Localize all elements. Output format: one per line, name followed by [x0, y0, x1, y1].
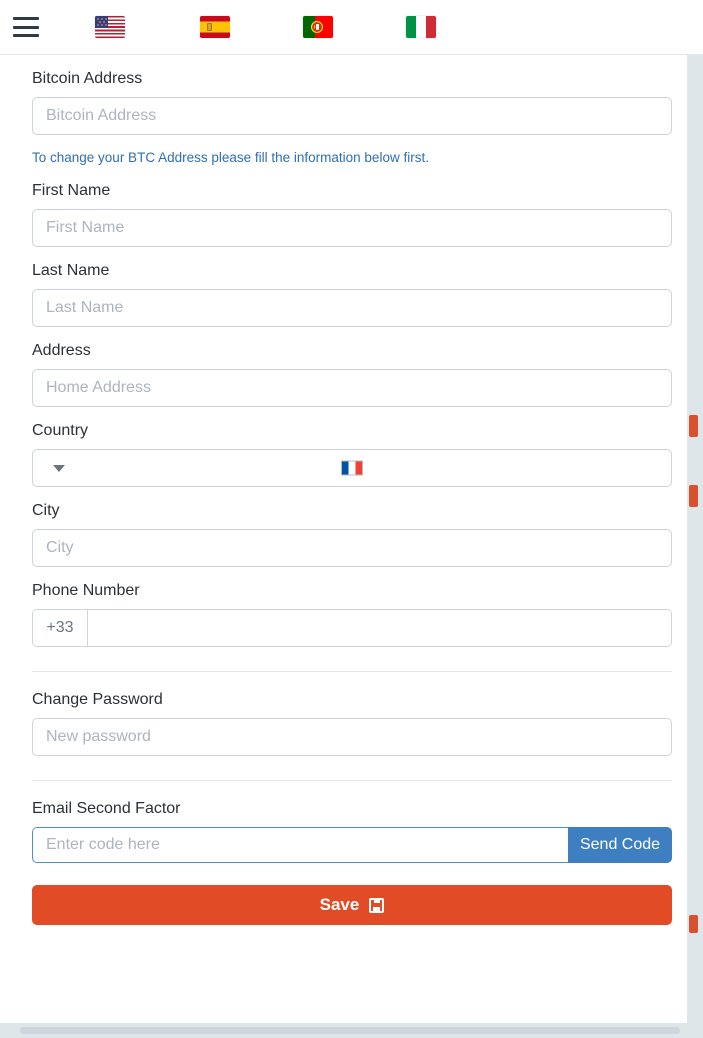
country-label: Country: [32, 422, 89, 439]
address-label: Address: [32, 342, 91, 359]
bitcoin-address-label: Bitcoin Address: [32, 70, 143, 87]
field-last-name: [32, 261, 655, 327]
email-second-factor-label: Email Second Factor: [32, 800, 181, 817]
last-name-input[interactable]: [32, 289, 672, 327]
portugal-flag-shield: [315, 23, 320, 31]
hamburger-line: [13, 26, 39, 29]
spain-flag-crest: [207, 23, 212, 31]
language-option-us[interactable]: [57, 16, 163, 38]
field-first-name: [32, 181, 655, 247]
address-input[interactable]: [32, 369, 672, 407]
phone-input-group: [32, 609, 672, 647]
country-select[interactable]: [32, 449, 672, 487]
field-bitcoin-address: [32, 69, 655, 135]
form-container: [0, 69, 687, 925]
hamburger-line: [13, 17, 39, 20]
field-city: [32, 501, 655, 567]
chevron-down-icon[interactable]: [53, 465, 65, 472]
section-divider: [32, 780, 672, 781]
change-password-label: Change Password: [32, 691, 163, 708]
floppy-disk-icon: [369, 898, 384, 913]
phone-number-input[interactable]: [88, 610, 671, 646]
first-name-input[interactable]: [32, 209, 672, 247]
edge-marker: [689, 415, 698, 437]
page-right-edge: [687, 55, 703, 1038]
phone-country-prefix: +33: [33, 610, 88, 646]
city-input[interactable]: [32, 529, 672, 567]
edge-marker: [689, 915, 698, 933]
phone-number-label: Phone Number: [32, 582, 140, 599]
us-flag-canton: [95, 16, 108, 28]
field-address: [32, 341, 655, 407]
btc-address-hint: To change your BTC Address please fill the information below first.: [32, 150, 429, 165]
second-factor-input-group: [32, 827, 672, 863]
horizontal-scrollbar[interactable]: [20, 1027, 680, 1034]
last-name-label: Last Name: [32, 262, 110, 279]
spain-flag-icon[interactable]: [200, 16, 230, 38]
edge-marker: [689, 485, 698, 507]
language-option-pt[interactable]: [266, 16, 369, 38]
france-flag-icon: [341, 461, 363, 476]
bitcoin-address-input[interactable]: [32, 97, 672, 135]
send-code-button[interactable]: Send Code: [568, 827, 672, 863]
united-states-flag-icon[interactable]: [95, 16, 125, 38]
hamburger-line: [13, 34, 39, 37]
top-navigation-bar: [0, 0, 703, 55]
second-factor-code-input[interactable]: [32, 827, 568, 863]
section-divider: [32, 671, 672, 672]
field-phone-number: [32, 581, 655, 647]
language-option-es[interactable]: [163, 16, 266, 38]
save-button[interactable]: [32, 885, 672, 925]
account-settings-card: [0, 55, 687, 1023]
first-name-label: First Name: [32, 182, 111, 199]
city-label: City: [32, 502, 60, 519]
language-option-it[interactable]: [369, 16, 472, 38]
save-button-label: Save: [319, 895, 360, 914]
field-country: [32, 421, 655, 487]
field-email-second-factor: [32, 799, 661, 863]
hamburger-menu-icon[interactable]: [13, 17, 39, 37]
portugal-flag-icon[interactable]: [303, 16, 333, 38]
field-change-password: [32, 690, 655, 756]
new-password-input[interactable]: [32, 718, 672, 756]
italy-flag-icon[interactable]: [406, 16, 436, 38]
page-bottom-edge: [0, 1023, 703, 1038]
